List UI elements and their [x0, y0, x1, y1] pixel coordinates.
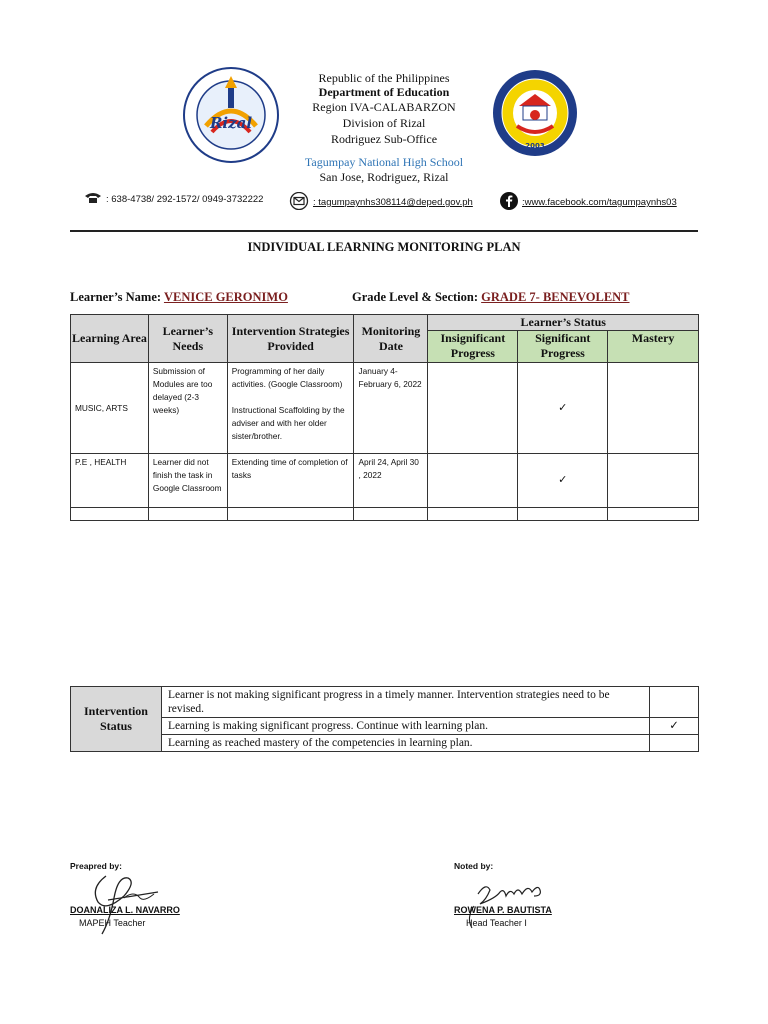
- grade-section-label: Grade Level & Section:: [352, 290, 479, 304]
- header-division: Division of Rizal: [342, 116, 426, 130]
- header-region: Region IVA-CALABARZON: [312, 100, 456, 114]
- phone-text: : 638-4738/ 292-1572/ 0949-3732222: [106, 194, 264, 205]
- cell-strategies: Extending time of completion of tasks: [227, 454, 354, 508]
- header-divider: [70, 230, 698, 232]
- strategy-item: Instructional Scaffolding by the adviser and with her older sister/brother.: [231, 405, 345, 441]
- status-option-check: ✓: [650, 718, 699, 735]
- contact-facebook: [500, 192, 677, 213]
- table-row: [71, 454, 699, 508]
- grade-section-field: [352, 290, 630, 305]
- strategy-item: Programming of her daily activities. (Google Classroom): [231, 366, 343, 389]
- header-significant-progress: Significant Progress: [518, 331, 608, 363]
- header-mastery: Mastery: [608, 331, 699, 363]
- status-option-check: [650, 735, 699, 752]
- learner-name-value: VENICE GERONIMO: [163, 290, 288, 304]
- svg-text:2003: 2003: [525, 142, 545, 150]
- cell-monitoring-date: April 24, April 30 , 2022: [354, 454, 428, 508]
- email-link[interactable]: : tagumpaynhs308114@deped.gov.ph: [313, 197, 473, 208]
- header-learner-status: Learner’s Status: [428, 315, 699, 331]
- cell-learner-needs: Learner did not finish the task in Google Classroom: [148, 454, 227, 508]
- cell-monitoring-date: January 4- February 6, 2022: [354, 363, 428, 454]
- cell-mastery: [608, 363, 699, 454]
- intervention-status-label: Intervention Status: [71, 687, 162, 752]
- status-option-text: Learner is not making significant progress in a timely manner. Intervention strategies need to be revised.: [161, 687, 649, 718]
- contact-email: [289, 192, 473, 213]
- header-strategies: Intervention Strategies Provided: [227, 315, 354, 363]
- table-row: [71, 363, 699, 454]
- prepared-by-role: MAPEH Teacher: [79, 918, 146, 928]
- header-learning-area: Learning Area: [71, 315, 149, 363]
- header-suboffice: Rodriguez Sub-Office: [330, 132, 438, 146]
- cell-insignificant: [428, 363, 518, 454]
- phone-icon: [84, 192, 102, 207]
- prepared-by-name: DOANALIZA L. NAVARRO: [70, 905, 180, 915]
- status-option-text: Learning as reached mastery of the competencies in learning plan.: [161, 735, 649, 752]
- header-insignificant-progress: Insignificant Progress: [428, 331, 518, 363]
- cell-significant-check: ✓: [518, 363, 608, 454]
- cell-strategies: [227, 363, 354, 454]
- facebook-link[interactable]: :www.facebook.com/tagumpaynhs03: [522, 197, 677, 208]
- status-option-text: Learning is making significant progress. Continue with learning plan.: [161, 718, 649, 735]
- email-icon: [289, 192, 309, 213]
- noted-by-label: Noted by:: [454, 861, 494, 871]
- header-address: San Jose, Rodriguez, Rizal: [319, 170, 449, 184]
- cell-learning-area: P.E , HEALTH: [71, 454, 149, 508]
- header-learner-needs: Learner’s Needs: [148, 315, 227, 363]
- contact-phone: [84, 192, 263, 207]
- header-monitoring-date: Monitoring Date: [354, 315, 428, 363]
- header-department: Department of Education: [318, 85, 450, 99]
- learner-name-label: Learner’s Name:: [70, 290, 162, 304]
- cell-learner-needs: Submission of Modules are too delayed (2-3 weeks): [148, 363, 227, 454]
- cell-learning-area: MUSIC, ARTS: [71, 363, 149, 454]
- document-title: INDIVIDUAL LEARNING MONITORING PLAN: [247, 240, 521, 254]
- prepared-by-label: Preapred by:: [70, 861, 122, 871]
- header-school-name: Tagumpay National High School: [304, 155, 464, 169]
- cell-significant-check: ✓: [518, 454, 608, 508]
- facebook-icon: [500, 192, 518, 213]
- status-option-check: [650, 687, 699, 718]
- header-republic: Republic of the Philippines: [318, 71, 450, 85]
- table-row-empty: [71, 508, 699, 521]
- svg-text:Rizal: Rizal: [209, 114, 253, 132]
- learner-name-field: [70, 290, 288, 305]
- noted-by-role: Head Teacher I: [466, 918, 527, 928]
- monitoring-table: [70, 314, 699, 521]
- cell-insignificant: [428, 454, 518, 508]
- intervention-status-table: [70, 686, 699, 752]
- grade-section-value: GRADE 7- BENEVOLENT: [481, 290, 630, 304]
- cell-mastery: [608, 454, 699, 508]
- noted-by-name: ROWENA P. BAUTISTA: [454, 905, 552, 915]
